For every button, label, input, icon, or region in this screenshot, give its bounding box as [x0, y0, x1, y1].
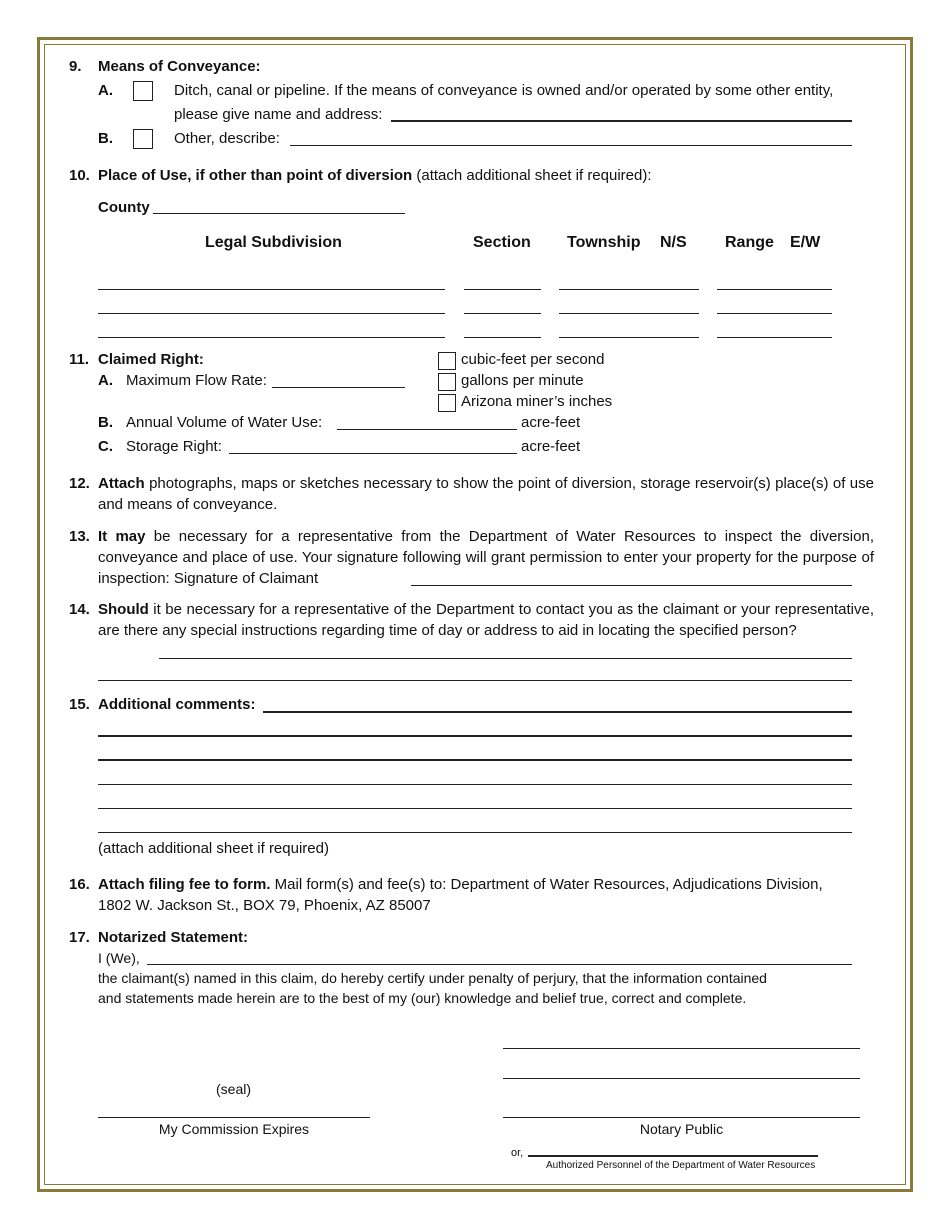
ew-header: E/W	[790, 234, 821, 251]
comments-line-3[interactable]	[98, 759, 852, 761]
notary-line-1[interactable]	[503, 1048, 860, 1049]
item13-paragraph	[98, 526, 874, 589]
item17-text-2: and statements made herein are to the best of my (our) knowledge and belief true, correct and complete.	[98, 990, 747, 1006]
ns-header: N/S	[660, 234, 687, 251]
claimant-signature-field[interactable]	[411, 585, 852, 586]
special-instructions-field[interactable]	[159, 658, 852, 659]
section-field[interactable]	[464, 337, 541, 338]
item14-number: 14.	[69, 601, 90, 618]
item11-title: Claimed Right:	[98, 351, 204, 368]
item10-number: 10.	[69, 167, 90, 184]
item9-b-label: B.	[98, 130, 113, 147]
item16-text-1: Mail form(s) and fee(s) to: Department of Water Resources, Adjudications Division,	[270, 876, 823, 893]
legal-subdivision-field[interactable]	[98, 337, 445, 338]
legal-subdivision-header: Legal Subdivision	[205, 234, 342, 251]
township-header: Township	[567, 234, 641, 251]
authorized-personnel-field[interactable]	[528, 1155, 818, 1157]
range-header: Range	[725, 234, 774, 251]
notary-line-2[interactable]	[503, 1078, 860, 1079]
unit-cfs: cubic-feet per second	[461, 351, 605, 368]
annual-volume-label: Annual Volume of Water Use:	[126, 414, 323, 431]
item11-c-label: C.	[98, 438, 113, 455]
item9-b-text: Other, describe:	[174, 130, 280, 147]
item11-b-label: B.	[98, 414, 113, 431]
item10-heading	[98, 167, 652, 185]
gpm-checkbox[interactable]	[438, 373, 456, 391]
item16-line2: 1802 W. Jackson St., BOX 79, Phoenix, AZ 85007	[98, 897, 431, 914]
storage-right-label: Storage Right:	[126, 438, 222, 455]
item9-a-text-line1: Ditch, canal or pipeline. If the means of conveyance is owned and/or operated by some other entity,	[174, 82, 834, 99]
item14-text: it be necessary for a representative of the Department to contact you as the claimant or your representative, are there any special instructions regarding time of day or address to aid in locating the specified person?	[98, 601, 874, 639]
item17-title: Notarized Statement:	[98, 929, 249, 946]
county-field[interactable]	[153, 213, 405, 214]
notary-public-field[interactable]	[503, 1117, 860, 1118]
section-field[interactable]	[464, 313, 541, 314]
item14-paragraph	[98, 599, 874, 641]
iwe-label: I (We),	[98, 950, 140, 966]
item11-a-label: A.	[98, 372, 113, 389]
item10-note: (attach additional sheet if required):	[416, 167, 652, 184]
item12-text: photographs, maps or sketches necessary to show the point of diversion, storage reservoir(s) place(s) of use and means of conveyance.	[98, 475, 874, 513]
item12-lead: Attach	[98, 475, 145, 492]
ditch-canal-checkbox[interactable]	[133, 81, 153, 101]
item12-paragraph	[98, 473, 874, 515]
other-describe-field[interactable]	[290, 145, 852, 146]
special-instructions-field-2[interactable]	[98, 680, 852, 681]
comments-line-2[interactable]	[98, 735, 852, 737]
cfs-checkbox[interactable]	[438, 352, 456, 370]
item9-number: 9.	[69, 58, 82, 75]
item9-title: Means of Conveyance:	[98, 58, 261, 75]
item12-number: 12.	[69, 475, 90, 492]
township-field[interactable]	[559, 337, 699, 338]
item16-lead: Attach filing fee to form.	[98, 876, 271, 893]
item14-lead: Should	[98, 601, 149, 618]
notary-public-label: Notary Public	[639, 1121, 724, 1137]
max-flow-rate-field[interactable]	[272, 387, 405, 388]
item16-number: 16.	[69, 876, 90, 893]
item13-text: be necessary for a representative from the Department of Water Resources to inspect the diversion, conveyance and place of use. Your signature following will grant permission to enter your property for the purpose of inspection: Signature of Claimant	[98, 528, 874, 587]
item15-title: Additional comments:	[98, 696, 256, 713]
item13-number: 13.	[69, 528, 90, 545]
commission-expires-label: My Commission Expires	[158, 1121, 310, 1137]
miners-inches-checkbox[interactable]	[438, 394, 456, 412]
item11-number: 11.	[69, 351, 90, 368]
section-field[interactable]	[464, 289, 541, 290]
claimant-names-field[interactable]	[147, 964, 852, 965]
comments-line-6[interactable]	[98, 832, 852, 833]
item15-number: 15.	[69, 696, 90, 713]
comments-line-5[interactable]	[98, 808, 852, 809]
other-conveyance-checkbox[interactable]	[133, 129, 153, 149]
comments-line-4[interactable]	[98, 784, 852, 785]
annual-volume-field[interactable]	[337, 429, 517, 430]
county-label: County	[98, 199, 150, 216]
storage-right-unit: acre-feet	[521, 438, 581, 455]
comments-line-1[interactable]	[263, 711, 852, 713]
item16-line1	[98, 876, 823, 894]
item9-a-label: A.	[98, 82, 113, 99]
unit-gpm: gallons per minute	[461, 372, 584, 389]
section-header: Section	[473, 234, 531, 251]
item17-number: 17.	[69, 929, 90, 946]
item15-note: (attach additional sheet if required)	[98, 840, 329, 857]
entity-name-address-field[interactable]	[391, 120, 852, 122]
item13-lead: It may	[98, 528, 146, 545]
item17-text-1: the claimant(s) named in this claim, do hereby certify under penalty of perjury, that the information contained	[98, 970, 767, 986]
authorized-personnel-label: Authorized Personnel of the Department of Water Resources	[546, 1160, 816, 1171]
range-field[interactable]	[717, 337, 832, 338]
or-label: or,	[511, 1147, 524, 1159]
legal-subdivision-field[interactable]	[98, 313, 445, 314]
township-field[interactable]	[559, 289, 699, 290]
item9-a-text-line2: please give name and address:	[174, 106, 383, 123]
item10-title: Place of Use, if other than point of diversion	[98, 167, 413, 184]
max-flow-rate-label: Maximum Flow Rate:	[126, 372, 267, 389]
commission-expires-field[interactable]	[98, 1117, 370, 1118]
legal-subdivision-field[interactable]	[98, 289, 445, 290]
township-field[interactable]	[559, 313, 699, 314]
range-field[interactable]	[717, 313, 832, 314]
annual-volume-unit: acre-feet	[521, 414, 581, 431]
range-field[interactable]	[717, 289, 832, 290]
unit-miners-inches: Arizona miner’s inches	[461, 393, 613, 410]
storage-right-field[interactable]	[229, 453, 517, 454]
seal-label: (seal)	[216, 1081, 252, 1097]
